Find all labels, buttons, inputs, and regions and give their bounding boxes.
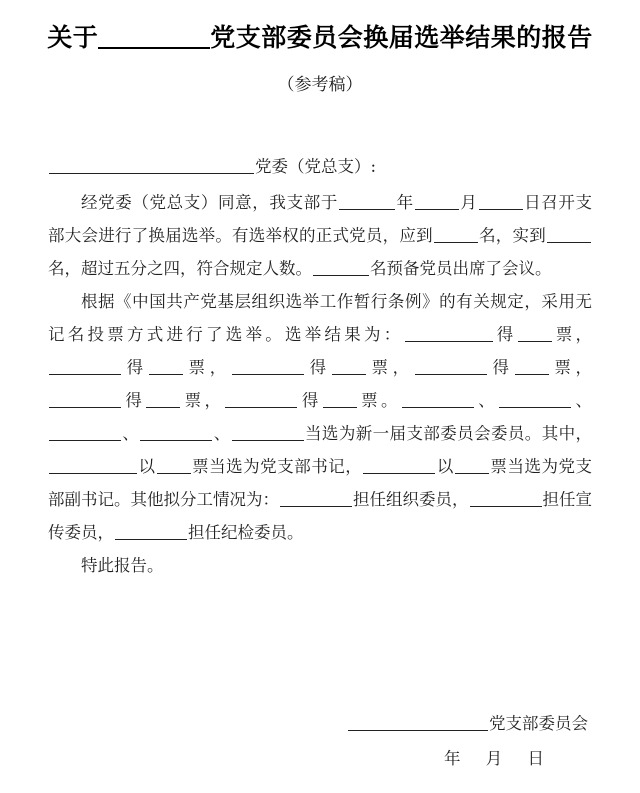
candidate-3-name-blank[interactable] xyxy=(232,359,304,375)
actual-count-blank[interactable] xyxy=(547,227,591,243)
probationary-count-blank[interactable] xyxy=(313,260,369,276)
p2-text-12: 得 xyxy=(298,391,322,410)
p1-text-3: 月 xyxy=(459,193,478,212)
elected-member-4-blank[interactable] xyxy=(140,425,212,441)
addressee-line xyxy=(48,150,592,183)
secretary-name-blank[interactable] xyxy=(49,458,137,474)
title-suffix: 党支部委员会换届选举结果的报告 xyxy=(210,23,593,52)
page-title xyxy=(0,18,640,58)
expected-count-blank[interactable] xyxy=(434,227,478,243)
discipline-officer-blank[interactable] xyxy=(115,524,187,540)
signature-date-line: 年 月 日 xyxy=(444,749,554,768)
signing-organization-suffix: 党支部委员会 xyxy=(489,714,588,733)
p2-text-7: 票， xyxy=(366,358,414,377)
candidate-2-name-blank[interactable] xyxy=(49,359,121,375)
elected-member-2-blank[interactable] xyxy=(499,392,571,408)
year-blank[interactable] xyxy=(339,194,395,210)
title-prefix: 关于 xyxy=(47,23,99,52)
p2-text-13: 票。 xyxy=(357,391,401,410)
p2-text-10: 得 xyxy=(122,391,146,410)
p1-text-4: 日召开支部大会进行了换届选举。有选举权的正式党员，应到 xyxy=(48,193,593,245)
addressee-suffix: 党委（党总支）: xyxy=(255,157,377,176)
p2-text-9: 票， xyxy=(549,358,593,377)
candidate-5-votes-blank[interactable] xyxy=(146,392,180,408)
p2-sep-2: 、 xyxy=(572,391,593,410)
p2-text-19: 担任组织委员， xyxy=(353,490,469,509)
p1-text-6: 名，超过五分之四，符合规定人数。 xyxy=(48,259,312,278)
signing-organization-line xyxy=(258,707,588,740)
candidate-4-name-blank[interactable] xyxy=(415,359,487,375)
p2-text-3: 票， xyxy=(552,325,592,344)
p2-text-1: 根据《中国共产党基层组织选举工作暂行条例》的有关规定，采用无记名投票方式进行了选举。选举结果为： xyxy=(48,292,592,344)
paragraph-closing: 特此报告。 xyxy=(81,556,164,575)
organization-officer-blank[interactable] xyxy=(280,491,352,507)
candidate-6-name-blank[interactable] xyxy=(225,392,297,408)
paragraph-meeting-info xyxy=(48,186,592,285)
p2-sep-1: 、 xyxy=(474,391,499,410)
signing-organization-blank[interactable] xyxy=(348,715,488,731)
signature-block xyxy=(258,707,588,775)
p2-text-20: 担任宣传委员， xyxy=(48,490,592,542)
p2-text-21: 担任纪检委员。 xyxy=(188,523,304,542)
elected-member-5-blank[interactable] xyxy=(232,425,304,441)
deputy-secretary-votes-blank[interactable] xyxy=(455,458,489,474)
p2-text-4: 得 xyxy=(122,358,148,377)
title-block xyxy=(0,0,640,100)
title-blank[interactable] xyxy=(98,25,210,49)
elected-member-3-blank[interactable] xyxy=(49,425,121,441)
month-blank[interactable] xyxy=(415,194,459,210)
candidate-3-votes-blank[interactable] xyxy=(332,359,366,375)
doc-subtitle: （参考稿） xyxy=(277,75,363,95)
candidate-2-votes-blank[interactable] xyxy=(149,359,183,375)
p2-text-14: 当选为新一届支部委员会委员。其中， xyxy=(304,424,593,443)
day-blank[interactable] xyxy=(479,194,523,210)
p1-text-1: 经党委（党总支）同意，我支部于 xyxy=(81,193,338,212)
p2-text-8: 得 xyxy=(487,358,514,377)
p2-text-17: 以 xyxy=(436,457,454,476)
paragraph-election-results xyxy=(48,285,592,549)
p1-text-2: 年 xyxy=(395,193,414,212)
elected-member-1-blank[interactable] xyxy=(402,392,474,408)
p2-text-18: 票当选为党支部副书记。其他拟分工情况为： xyxy=(48,457,593,509)
p2-sep-3: 、 xyxy=(122,424,140,443)
publicity-officer-blank[interactable] xyxy=(470,491,542,507)
p2-text-15: 以 xyxy=(138,457,156,476)
candidate-5-name-blank[interactable] xyxy=(49,392,121,408)
secretary-votes-blank[interactable] xyxy=(157,458,191,474)
candidate-1-votes-blank[interactable] xyxy=(518,326,552,342)
p1-text-7: 名预备党员出席了会议。 xyxy=(370,259,552,278)
p2-sep-4: 、 xyxy=(213,424,231,443)
candidate-6-votes-blank[interactable] xyxy=(323,392,357,408)
p2-text-6: 得 xyxy=(304,358,331,377)
candidate-1-name-blank[interactable] xyxy=(405,326,493,342)
p1-text-5: 名，实到 xyxy=(478,226,547,245)
document-body xyxy=(48,150,592,582)
p2-text-11: 票， xyxy=(181,391,225,410)
candidate-4-votes-blank[interactable] xyxy=(515,359,549,375)
p2-text-2: 得 xyxy=(493,325,517,344)
addressee-blank[interactable] xyxy=(49,158,254,174)
p2-text-16: 票当选为党支部书记， xyxy=(191,457,363,476)
deputy-secretary-name-blank[interactable] xyxy=(363,458,435,474)
p2-text-5: 票， xyxy=(183,358,231,377)
